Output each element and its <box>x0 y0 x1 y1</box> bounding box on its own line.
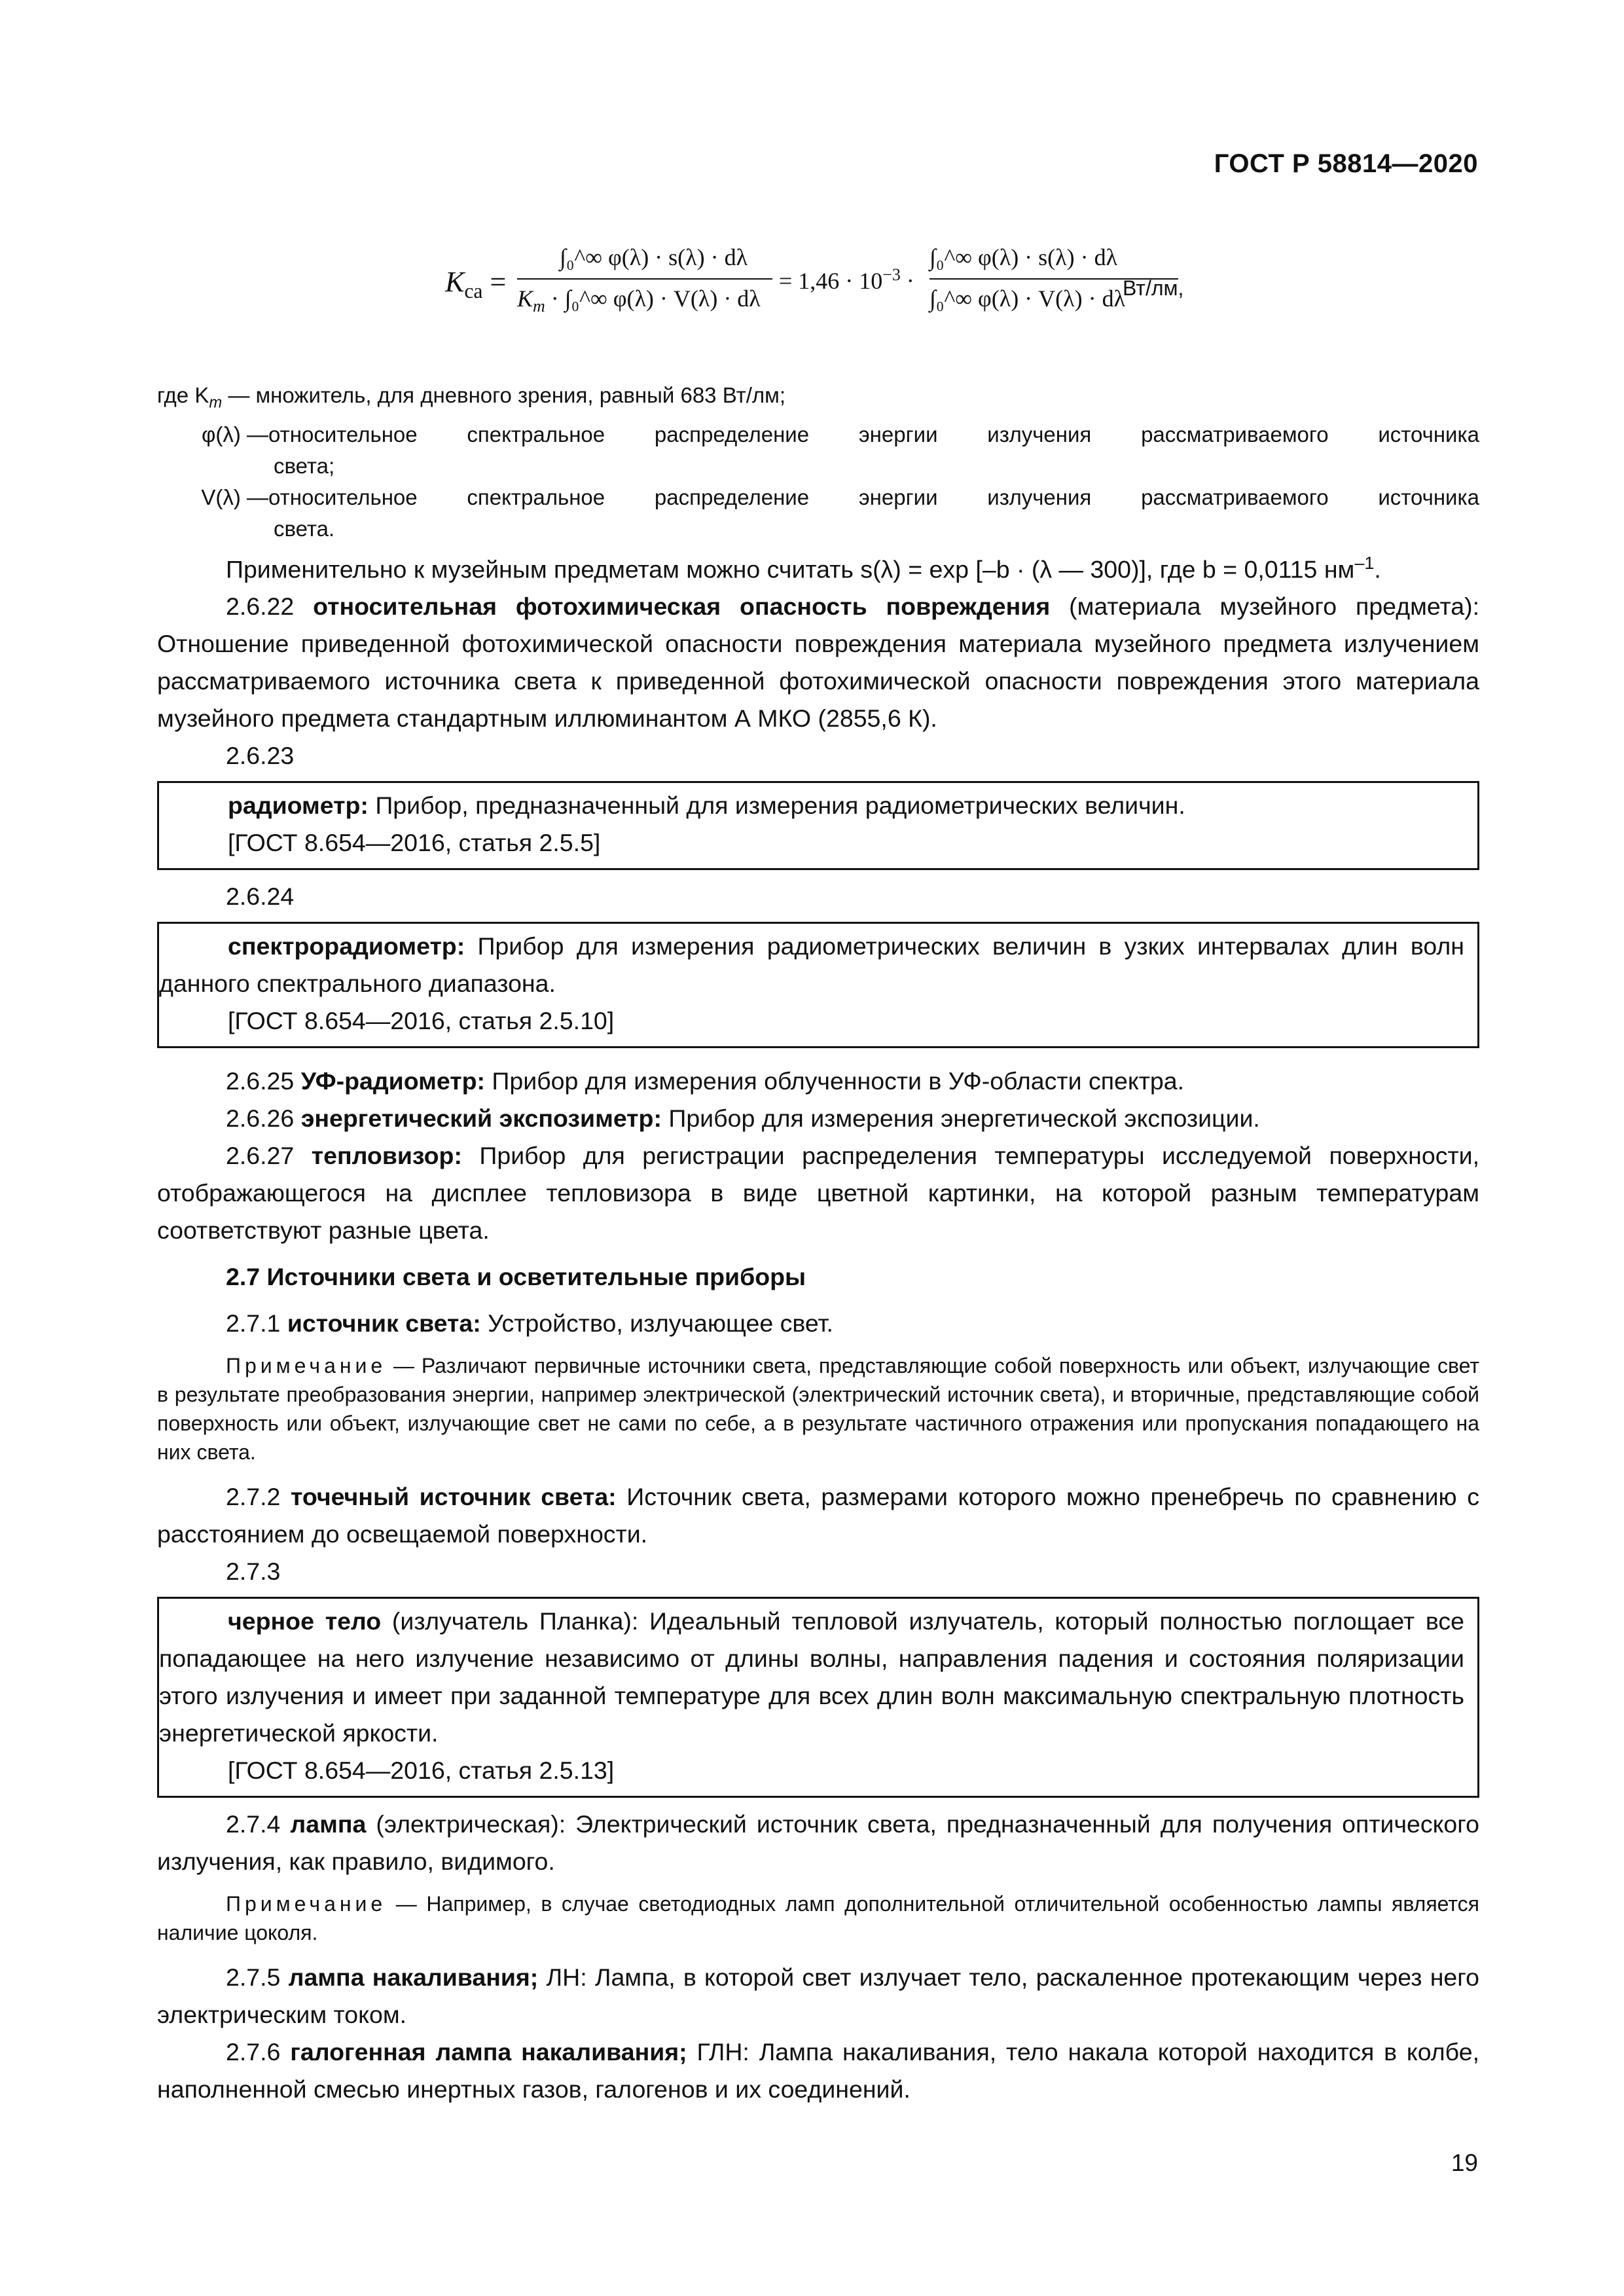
term-box-2-6-23: радиометр: Прибор, предназначенный для измерения радиометрических величин. [ГОСТ 8.654—2016, статья 2.5.5] <box>157 781 1479 870</box>
formula-block <box>445 236 1231 340</box>
where-phi-cont: света; <box>274 453 335 478</box>
museum-paragraph: Применительно к музейным предметам можно считать s(λ) = exp [–b · (λ — 300)], где b = 0,0115 $нм^{-1}$. <box>226 553 1381 583</box>
term-2-6-27: 2.6.27 тепловизор: Прибор для регистрации распределения температуры исследуемой поверхности, отображающегося на дисплее тепловизора в виде цветной картинки, на которой разным температурам соответствуют разные цвета. <box>157 1142 1479 1245</box>
term-2-6-26: 2.6.26 энергетический экспозиметр: Прибор для измерения энергетической экспозиции. <box>226 1104 1260 1133</box>
term-number-2-6-23: 2.6.23 <box>226 742 295 770</box>
formula-numerator-2: ∫₀^∞ φ(λ) · s(λ) · dλ <box>929 244 1118 270</box>
term-2-7-1: 2.7.1 источник света: Устройство, излучающее свет. <box>226 1309 833 1338</box>
term-2-7-4: 2.7.4 лампа (электрическая): Электрический источник света, предназначенный для получения оптического излучения, как правило, видимого. <box>157 1810 1479 1876</box>
term-2-7-2: 2.7.2 точечный источник света: Источник света, размерами которого можно пренебречь по сравнению с расстоянием до освещаемой поверхности. <box>157 1483 1480 1548</box>
formula-denominator-1: $K_m$ · ∫₀^∞ φ(λ) · V(λ) · dλ <box>517 285 761 316</box>
term-2-7-6: 2.7.6 галогенная лампа накаливания; ГЛН: Лампа накаливания, тело накала которой находится в колбе, наполненной смесью инертных газов, галогенов и их соединений. <box>157 2038 1479 2104</box>
where-line-km: где $K_m$ — множитель, для дневного зрения, равный 683 Вт/лм; <box>157 383 786 412</box>
term-box-2-6-24: спектрорадиометр: Прибор для измерения радиометрических величин в узких интервалах длин волн данного спектрального диапазона. [ГОСТ 8.654—2016, статья 2.5.10] <box>157 922 1479 1048</box>
formula-coefficient: = $1,46 \cdot 10^{-3}$ · <box>779 265 914 294</box>
where-block <box>157 380 1479 545</box>
formula-unit: Вт/лм, <box>1123 276 1184 300</box>
term-number-2-6-24: 2.6.24 <box>226 883 295 911</box>
term-box-2-7-3: черное тело (излучатель Планка): Идеальный тепловой излучатель, который полностью поглощает все попадающее на него излучение независимо от длины волны, направления падения и состояния поляризации этого излучения и имеет при заданной температуре для всех длин волн максимальную спектральную плотность энергетической яркости. [ГОСТ 8.654—2016, статья 2.5.13] <box>157 1597 1479 1798</box>
term-number-2-7-3: 2.7.3 <box>226 1558 281 1586</box>
note-1: Примечание — Различают первичные источники света, представляющие собой поверхность или объект, излучающие свет в результате преобразования энергии, например электрической (электрический источник света), и вторичные, представляющие собой поверхность или объект, излучающие свет не сами по себе, а в результате частичного отражения или пропускания попадающего на них света. <box>157 1354 1479 1465</box>
fraction-bar-1 <box>517 278 772 280</box>
where-line-phi: φ(λ) — относительное спектральное распределение энергии излучения рассматриваемого источника <box>201 422 1479 446</box>
formula-denominator-2: ∫₀^∞ φ(λ) · V(λ) · dλ <box>929 285 1126 312</box>
term-2-6-22: 2.6.22 относительная фотохимическая опасность повреждения (материала музейного предмета): Отношение приведенной фотохимической опасности повреждения материала музейного предмета излучением рассматриваемого источника света к приведенной фотохимической опасности повреждения этого материала музейного предмета стандартным иллюминантом А МКО (2855,6 К). <box>157 592 1479 733</box>
note-2: Примечание — Например, в случае светодиодных ламп дополнительной отличительной особенностью лампы является наличие цоколя. <box>157 1892 1479 1945</box>
where-v-cont: света. <box>274 516 335 541</box>
section-heading-2-7: 2.7 Источники света и осветительные приборы <box>226 1263 806 1291</box>
page-number: 19 <box>1451 2149 1478 2176</box>
formula-lhs: $K_{ca}$ = <box>445 266 507 302</box>
where-line-v: V(λ) — относительное спектральное распределение энергии излучения рассматриваемого источника <box>201 484 1479 509</box>
term-2-7-5: 2.7.5 лампа накаливания; ЛН: Лампа, в которой свет излучает тело, раскаленное протекающим через него электрическим током. <box>157 1963 1479 2029</box>
main-text <box>157 380 1479 2108</box>
term-2-6-25: 2.6.25 УФ-радиометр: Прибор для измерения облученности в УФ-области спектра. <box>226 1067 1185 1095</box>
formula-numerator-1: ∫₀^∞ φ(λ) · s(λ) · dλ <box>560 244 748 270</box>
standard-header: ГОСТ Р 58814—2020 <box>1214 149 1478 178</box>
